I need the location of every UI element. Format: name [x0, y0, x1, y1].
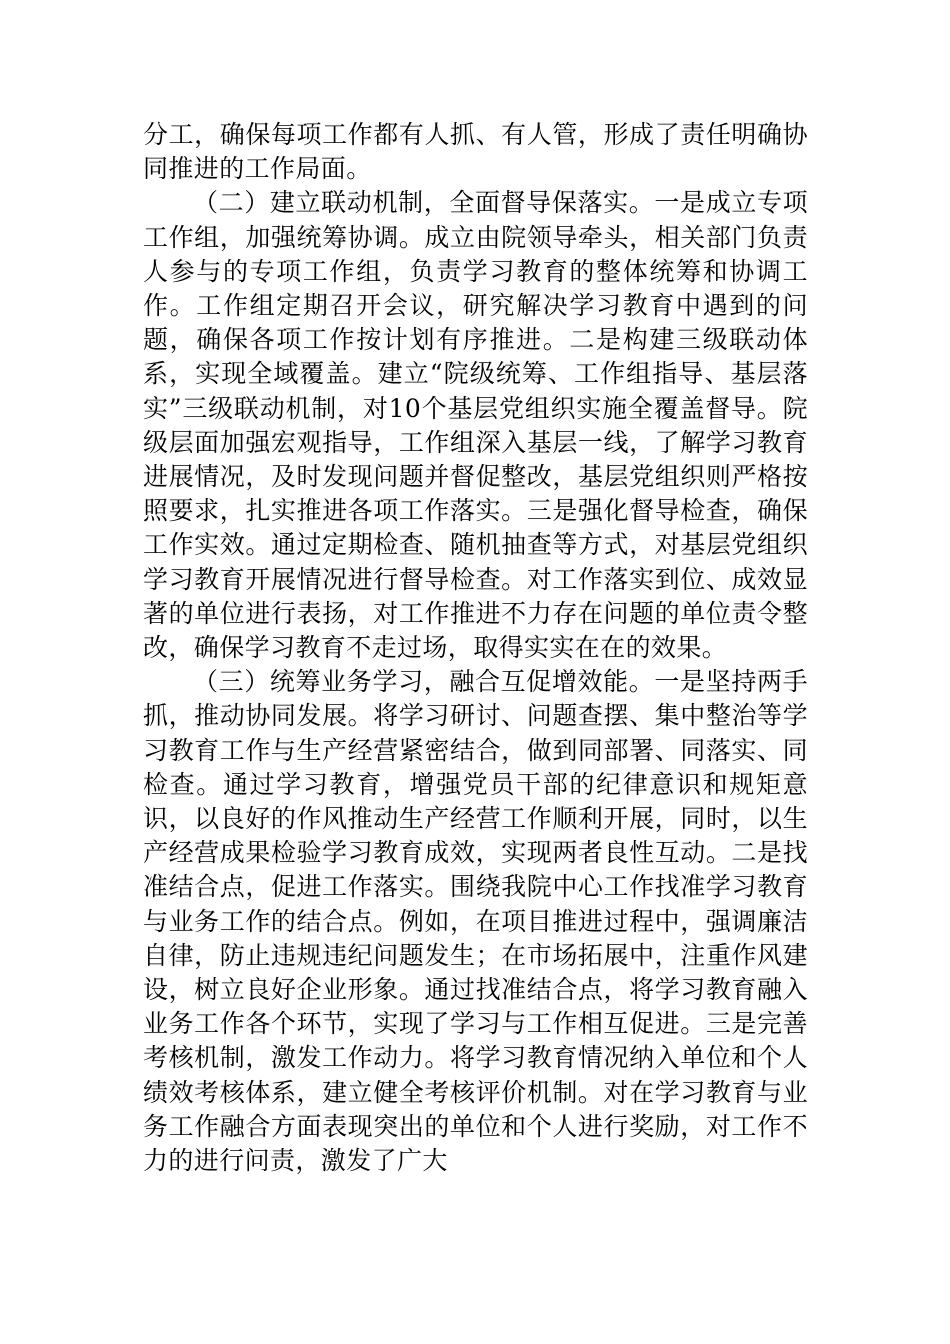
document-page: [143, 118, 808, 1178]
paragraph-section-3: （三）统筹业务学习，融合互促增效能。一是坚持两手抓，推动协同发展。将学习研讨、问题查摆、集中整治等学习教育工作与生产经营紧密结合，做到同部署、同落实、同检查。通过学习教育，增强党员干部的纪律意识和规矩意识，以良好的作风推动生产经营工作顺利开展，同时，以生产经营成果检验学习教育成效，实现两者良性互动。二是找准结合点，促进工作落实。围绕我院中心工作找准学习教育与业务工作的结合点。例如，在项目推进过程中，强调廉洁自律，防止违规违纪问题发生；在市场拓展中，注重作风建设，树立良好企业形象。通过找准结合点，将学习教育融入业务工作各个环节，实现了学习与工作相互促进。三是完善考核机制，激发工作动力。将学习教育情况纳入单位和个人绩效考核体系，建立健全考核评价机制。对在学习教育与业务工作融合方面表现突出的单位和个人进行奖励，对工作不力的进行问责，激发了广大: [143, 667, 808, 1176]
paragraph-continuation: 分工，确保每项工作都有人抓、有人管，形成了责任明确协同推进的工作局面。: [143, 120, 808, 184]
paragraph-section-2: （二）建立联动机制，全面督导保落实。一是成立专项工作组，加强统筹协调。成立由院领导牵头，相关部门负责人参与的专项工作组，负责学习教育的整体统筹和协调工作。工作组定期召开会议，研究解决学习教育中遇到的问题，确保各项工作按计划有序推进。二是构建三级联动体系，实现全域覆盖。建立“院级统筹、工作组指导、基层落实”三级联动机制，对10个基层党组织实施全覆盖督导。院级层面加强宏观指导，工作组深入基层一线，了解学习教育进展情况，及时发现问题并督促整改，基层党组织则严格按照要求，扎实推进各项工作落实。三是强化督导检查，确保工作实效。通过定期检查、随机抽查等方式，对基层党组织学习教育开展情况进行督导检查。对工作落实到位、成效显著的单位进行表扬，对工作推进不力存在问题的单位责令整改，确保学习教育不走过场，取得实实在在的效果。: [143, 188, 808, 663]
